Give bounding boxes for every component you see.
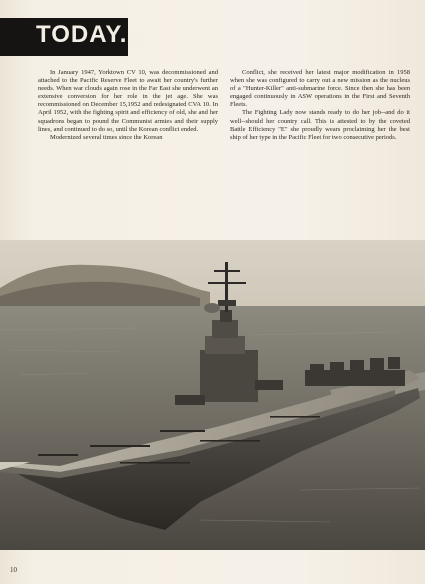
- section-title: TODAY...: [36, 21, 143, 48]
- article-right-column: [230, 69, 410, 142]
- aircraft-carrier-photo: [0, 240, 425, 550]
- article-paragraph: Modernized several times since the Korean: [50, 133, 163, 141]
- article-paragraph: In January 1947, Yorktown CV 10, was decommissioned and attached to the Pacific Reserve Fleet to await her country's further needs. When war clouds again rose in the Far East she underwent an extensive conversion for her role in the jet age. She was recommissioned on December 15,1952 and redesignated CVA 10. In April 1952, with the fighting spirit and efficiency of old, she and her squadrons began to pound the Communist armies and their supply lines, and continued to do so, until the Korean conflict ended.: [38, 69, 218, 133]
- article-paragraph: Conflict, she received her latest major modification in 1958 when she was configured to carry out a new mission as the nucleus of a "Hunter-Killer" anti-submarine force. Since then she has been engaged continuously in ASW operations in the First and Seventh Fleets.: [230, 69, 410, 109]
- article-left-column: [38, 69, 218, 142]
- article-paragraph: The Fighting Lady now stands ready to do her job--and do it well--should her country call. This is attested to by the coveted Battle Efficiency "E" she proudly wears proclaiming her the best ship of her type in the Pacific Fleet for two consecutive periods.: [230, 109, 410, 141]
- page-number: 10: [10, 566, 17, 574]
